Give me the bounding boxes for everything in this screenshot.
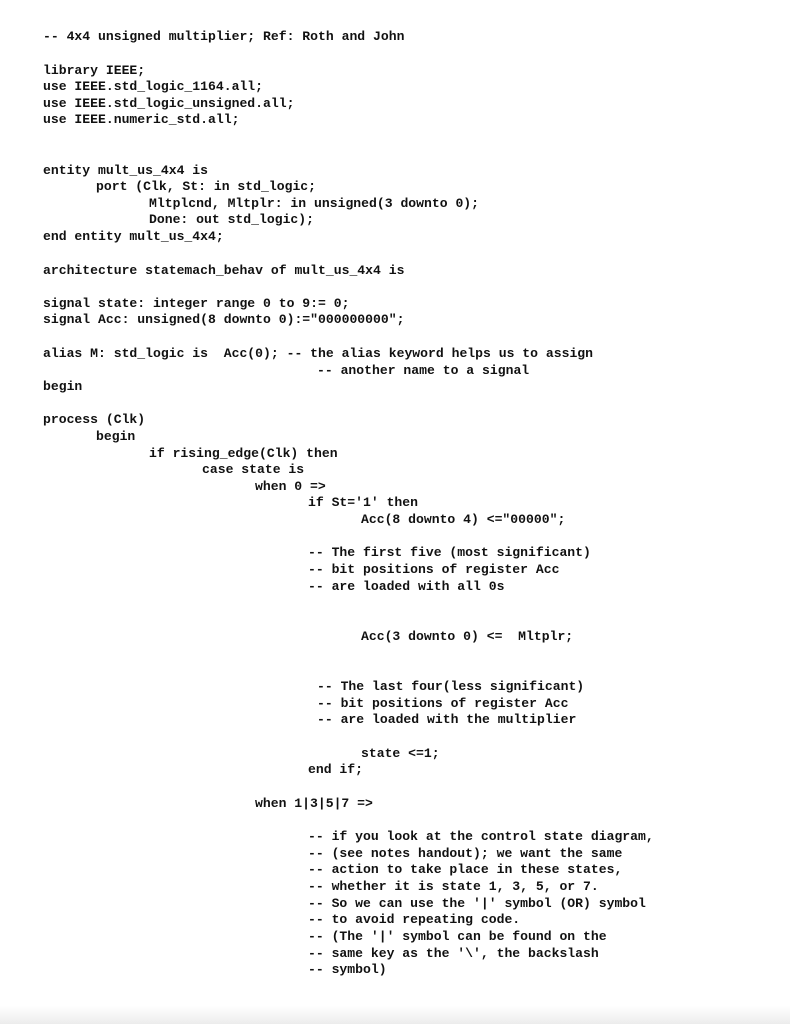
code-line: -- are loaded with all 0s bbox=[308, 579, 505, 594]
code-line: use IEEE.numeric_std.all; bbox=[43, 112, 240, 127]
code-line: Acc(3 downto 0) <= Mltplr; bbox=[361, 629, 574, 644]
code-line: begin bbox=[96, 429, 136, 444]
code-line: -- The first five (most significant) bbox=[308, 545, 591, 560]
code-line: Acc(8 downto 4) <="00000"; bbox=[361, 512, 566, 527]
code-line: -- The last four(less significant) bbox=[317, 679, 585, 694]
code-line: -- bit positions of register Acc bbox=[308, 562, 560, 577]
code-line: entity mult_us_4x4 is bbox=[43, 163, 209, 178]
code-line: signal state: integer range 0 to 9:= 0; bbox=[43, 296, 350, 311]
code-line: use IEEE.std_logic_unsigned.all; bbox=[43, 96, 295, 111]
code-line: if St='1' then bbox=[308, 495, 419, 510]
code-line: alias M: std_logic is Acc(0); -- the alias keyword helps us to assign bbox=[43, 346, 594, 361]
code-line: port (Clk, St: in std_logic; bbox=[96, 179, 317, 194]
code-line: -- whether it is state 1, 3, 5, or 7. bbox=[308, 879, 599, 894]
code-line: -- action to take place in these states, bbox=[308, 862, 623, 877]
code-line: -- 4x4 unsigned multiplier; Ref: Roth and John bbox=[43, 29, 405, 44]
code-line: process (Clk) bbox=[43, 412, 146, 427]
code-line: -- another name to a signal bbox=[317, 363, 530, 378]
page-bottom-edge bbox=[0, 1006, 790, 1024]
code-line: -- bit positions of register Acc bbox=[317, 696, 569, 711]
code-line: end entity mult_us_4x4; bbox=[43, 229, 224, 244]
code-line: begin bbox=[43, 379, 83, 394]
code-line: if rising_edge(Clk) then bbox=[149, 446, 338, 461]
code-line: signal Acc: unsigned(8 downto 0):="000000000"; bbox=[43, 312, 405, 327]
code-line: -- symbol) bbox=[308, 962, 387, 977]
code-line: -- same key as the '\', the backslash bbox=[308, 946, 599, 961]
code-line: when 1|3|5|7 => bbox=[255, 796, 373, 811]
code-line: -- So we can use the '|' symbol (OR) symbol bbox=[308, 896, 646, 911]
code-line: case state is bbox=[202, 462, 305, 477]
code-line: Mltplcnd, Mltplr: in unsigned(3 downto 0); bbox=[149, 196, 480, 211]
code-line: -- (see notes handout); we want the same bbox=[308, 846, 623, 861]
code-line: -- if you look at the control state diagram, bbox=[308, 829, 654, 844]
code-line: -- are loaded with the multiplier bbox=[317, 712, 577, 727]
code-line: -- (The '|' symbol can be found on the bbox=[308, 929, 607, 944]
code-line: use IEEE.std_logic_1164.all; bbox=[43, 79, 264, 94]
code-line: when 0 => bbox=[255, 479, 326, 494]
code-line: -- to avoid repeating code. bbox=[308, 912, 521, 927]
code-line: architecture statemach_behav of mult_us_4x4 is bbox=[43, 263, 405, 278]
code-line: state <=1; bbox=[361, 746, 440, 761]
code-line: Done: out std_logic); bbox=[149, 212, 315, 227]
code-line: end if; bbox=[308, 762, 364, 777]
code-line: library IEEE; bbox=[43, 63, 146, 78]
